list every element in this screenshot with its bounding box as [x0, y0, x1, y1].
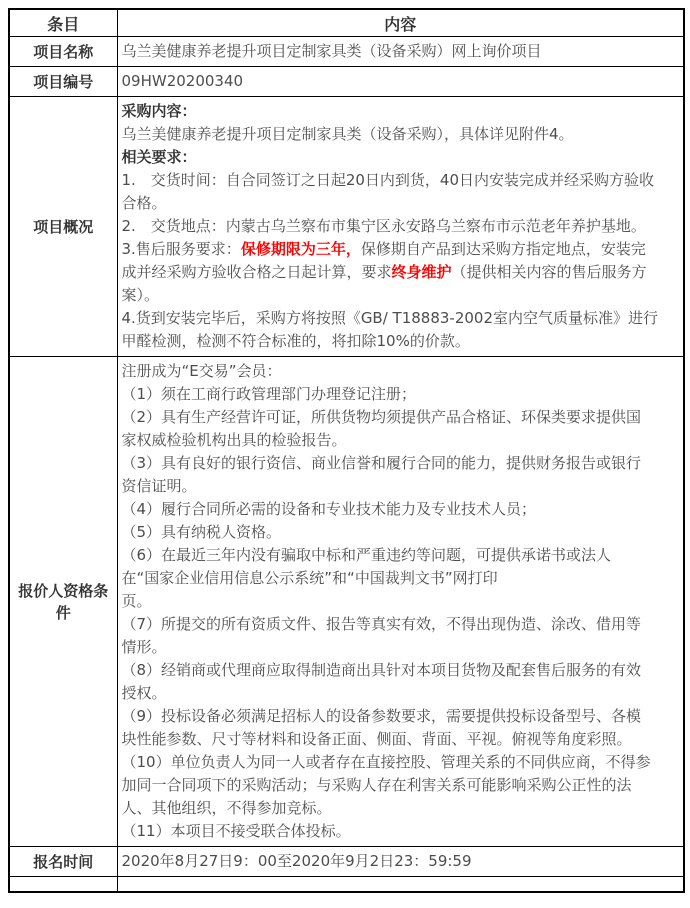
row-label-bidder-qualifications: 报价人资格条件 — [9, 357, 117, 847]
text-line — [122, 238, 680, 261]
table-row-registration-time — [9, 847, 684, 877]
table-row-bidder-qualifications — [9, 357, 684, 847]
text-line — [122, 406, 680, 429]
text-line — [122, 192, 680, 215]
section-heading-text: 相关要求： — [121, 148, 197, 166]
body-text: （4）履行合同所必需的设备和专业技术能力及专业技术人员； — [121, 500, 537, 518]
text-line — [122, 123, 680, 146]
body-text: 人、其他组织，不得参加竞标。 — [121, 799, 332, 817]
text-line — [122, 774, 680, 797]
text-line — [122, 636, 680, 659]
row-label-project-number: 项目编号 — [9, 67, 117, 97]
body-text: 资信证明。 — [121, 477, 197, 495]
body-text: 3.售后服务要求： — [121, 240, 241, 258]
body-text: 乌兰美健康养老提升项目定制家具类（设备采购），具体详见附件4。 — [121, 125, 574, 143]
row-content-bidder-qualifications — [117, 357, 684, 847]
text-line — [122, 682, 680, 705]
text-line — [122, 100, 680, 123]
body-text: （2）具有生产经营许可证，所供货物均须提供产品合格证、环保类要求提供国 — [121, 408, 642, 426]
text-line — [122, 475, 680, 498]
row-content-registration-time — [117, 847, 684, 877]
body-text: 注册成为“E交易”会员： — [121, 362, 282, 380]
text-line — [122, 284, 680, 307]
text-line — [122, 215, 680, 238]
body-text: （5）具有纳税人资格。 — [121, 523, 282, 541]
body-text: 保修期自产品到达采购方指定地点，安装完 — [360, 240, 646, 258]
body-text: 09HW20200340 — [121, 72, 244, 90]
body-text: 加同一合同项下的采购活动；与采购人存在利害关系可能影响采购公正性的法 — [121, 776, 632, 794]
body-text: 合格。 — [121, 194, 167, 212]
text-line — [122, 705, 680, 728]
row-label-project-name: 项目名称 — [9, 37, 117, 67]
header-cell-item: 条目 — [9, 9, 117, 37]
section-heading-text: 采购内容： — [121, 102, 197, 120]
body-text: （7）所提交的所有资质文件、报告等真实有效，不得出现伪造、涂改、借用等 — [121, 615, 642, 633]
text-line — [122, 521, 680, 544]
body-text: （6）在最近三年内没有骗取中标和严重违约等问题，可提供承诺书或法人 — [121, 546, 612, 564]
text-line — [122, 567, 680, 590]
table-row-project-number — [9, 67, 684, 97]
text-line — [122, 544, 680, 567]
text-line — [122, 146, 680, 169]
text-line — [122, 728, 680, 751]
text-line — [122, 383, 680, 406]
body-text: 乌兰美健康养老提升项目定制家具类（设备采购）网上询价项目 — [121, 42, 542, 60]
body-text: 成并经采购方验收合格之日起计算，要求 — [121, 263, 392, 281]
text-line — [122, 261, 680, 284]
row-content-project-name — [117, 37, 684, 67]
text-line — [122, 70, 680, 93]
body-text: 2020年8月27日9：00至2020年9月2日23：59:59 — [121, 852, 472, 870]
table-body — [9, 37, 684, 893]
body-text: 块性能参数、尺寸等材料和设备正面、侧面、背面、平视。俯视等角度彩照。 — [121, 730, 632, 748]
text-line — [122, 169, 680, 192]
text-line — [122, 307, 680, 330]
header-cell-content: 内容 — [117, 9, 684, 37]
text-line — [122, 613, 680, 636]
body-text: 情形。 — [121, 638, 167, 656]
row-label-registration-time: 报名时间 — [9, 847, 117, 877]
table-header-row — [9, 9, 684, 37]
body-text: （8）经销商或代理商应取得制造商出具针对本项目货物及配套售后服务的有效 — [121, 661, 642, 679]
text-line — [122, 751, 680, 774]
body-text: （9）投标设备必须满足招标人的设备参数要求，需要提供投标设备型号、各模 — [121, 707, 642, 725]
procurement-notice-table — [8, 8, 685, 893]
body-text: 授权。 — [121, 684, 167, 702]
highlighted-text: 保修期限为三年， — [240, 240, 361, 258]
body-text: （11）本项目不接受联合体投标。 — [121, 822, 351, 840]
text-line — [122, 360, 680, 383]
body-text: 页。 — [121, 592, 152, 610]
body-text: 2. 交货地点：内蒙古乌兰察布市集宁区永安路乌兰察布市示范老年养护基地。 — [121, 217, 646, 235]
text-line — [122, 590, 680, 613]
text-line — [122, 659, 680, 682]
row-content-project-number — [117, 67, 684, 97]
body-text: 在“国家企业信用信息公示系统”和“中国裁判文书”网打印 — [121, 569, 498, 587]
row-label-project-overview: 项目概况 — [9, 97, 117, 357]
body-text: 甲醛检测，检测不符合标准的，将扣除10%的价款。 — [121, 332, 470, 350]
text-line — [122, 452, 680, 475]
body-text: （3）具有良好的银行资信、商业信誉和履行合同的能力，提供财务报告或银行 — [121, 454, 642, 472]
body-text: 家权威检验机构出具的检验报告。 — [121, 431, 347, 449]
text-line — [122, 429, 680, 452]
body-text: 案）。 — [121, 286, 160, 304]
table-row-project-name — [9, 37, 684, 67]
body-text: 1. 交货时间：自合同签订之日起20日内到货，40日内安装完成并经采购方验收 — [121, 171, 654, 189]
body-text: （1）须在工商行政管理部门办理登记注册； — [121, 385, 417, 403]
text-line — [122, 330, 680, 353]
text-line — [122, 850, 680, 873]
table-row-partial — [9, 877, 684, 893]
body-text: （10）单位负责人为同一人或者存在直接控股、管理关系的不同供应商，不得参 — [121, 753, 651, 771]
body-text: 4.货到安装完毕后，采购方将按照《GB/ T18883-2002室内空气质量标准》进行 — [121, 309, 659, 327]
table-row-project-overview — [9, 97, 684, 357]
body-text: （提供相关内容的售后服务方 — [451, 263, 647, 281]
text-line — [122, 498, 680, 521]
highlighted-text: 终身维护 — [391, 263, 452, 281]
text-line — [122, 820, 680, 843]
text-line — [122, 797, 680, 820]
partial-label-cell — [9, 877, 117, 893]
partial-content-cell — [117, 877, 684, 893]
text-line — [122, 40, 680, 63]
row-content-project-overview — [117, 97, 684, 357]
